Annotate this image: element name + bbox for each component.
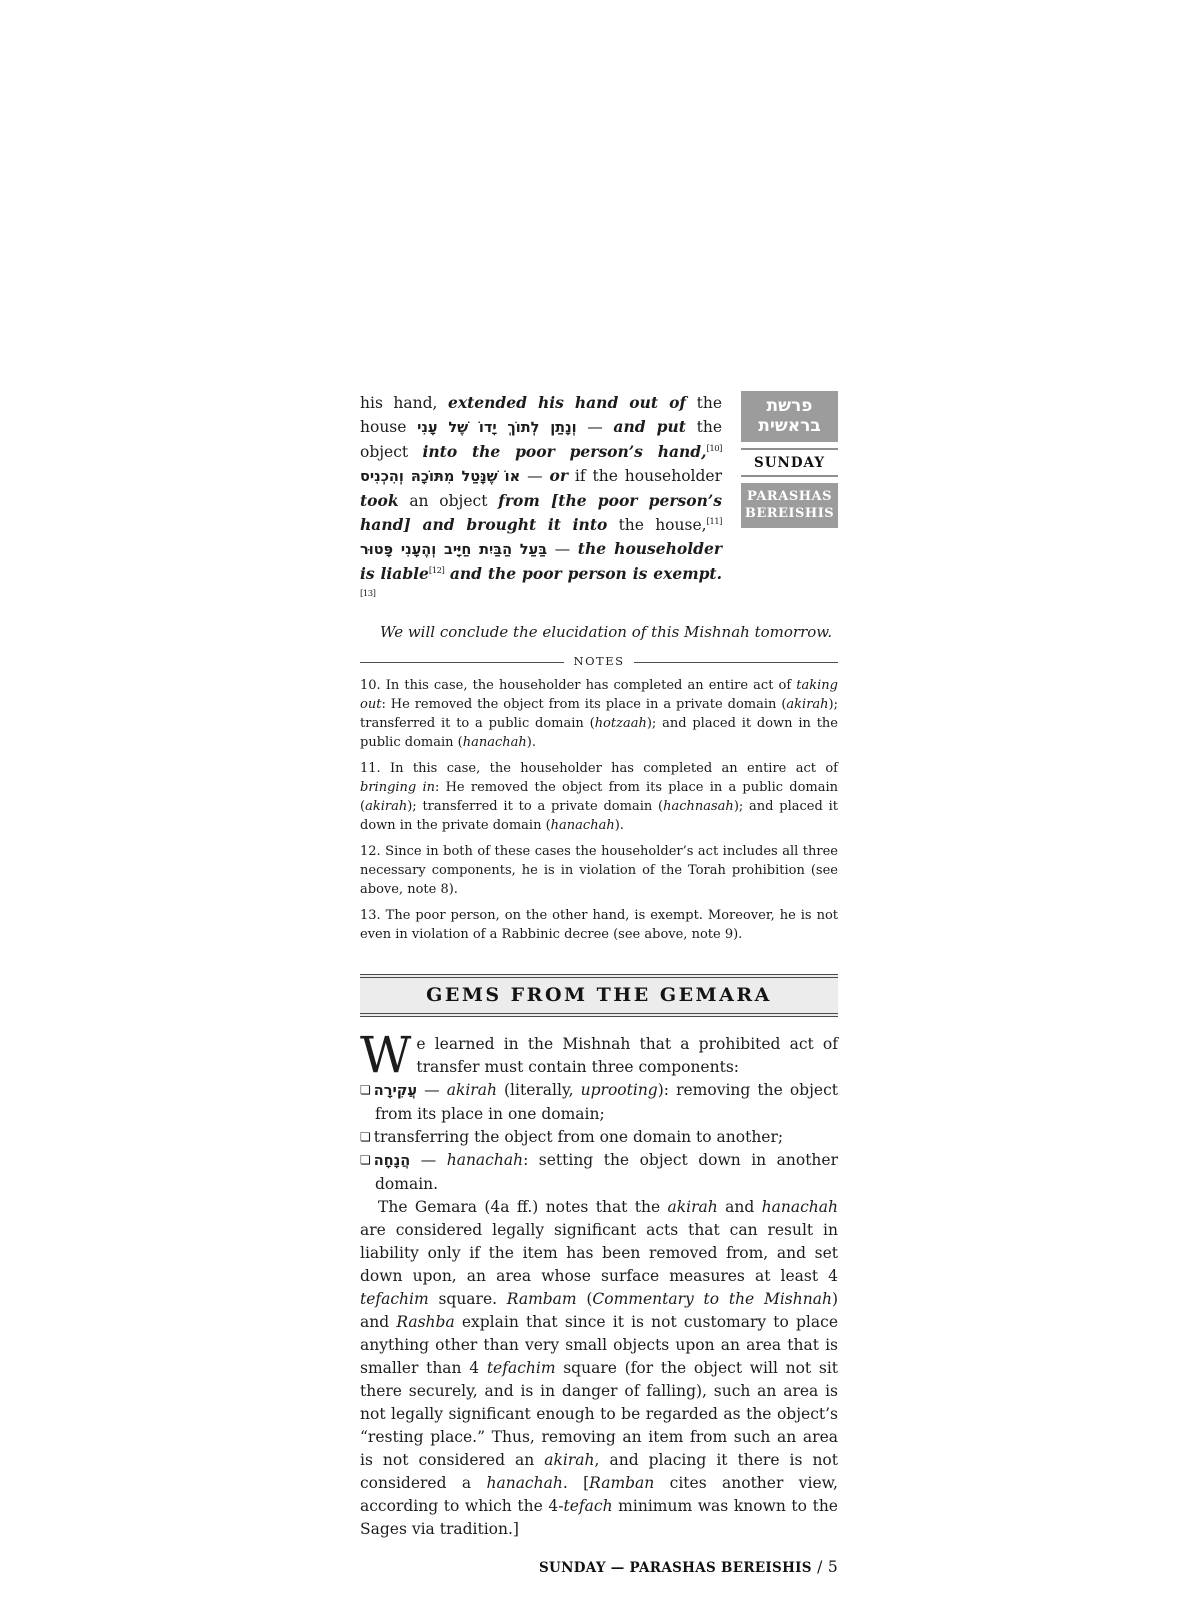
day-marker-sidebar xyxy=(741,391,838,609)
mishnah-elucidation-section xyxy=(360,391,838,609)
mishnah-paragraph: his hand, extended his hand out of the house וְנָתַן לְתוֹךְ יָדוֹ שֶׁל עָנִי — and put the object into the poor person’s hand,[10] אוֹ שֶׁנָּטַל מִתּוֹכָהּ וְהִכְנִיס — or if the householder took an object from [the poor person’s hand] and brought it into the house,[11] בַּעַל הַבַּיִת חַיָּיב וְהֶעָנִי פָּטוּר — the householder is liable[12] and the poor person is exempt.[13] xyxy=(360,393,723,599)
square-bullet-icon: ❏ xyxy=(360,1153,371,1167)
notes-heading: NOTES xyxy=(573,654,625,668)
bullet-item-transfer xyxy=(360,1126,838,1149)
footnotes xyxy=(360,676,838,944)
gems-intro-paragraph xyxy=(360,1026,838,1084)
gems-section-header xyxy=(360,974,838,1017)
bullet-text: transferring the object from one domain to another; xyxy=(373,1128,784,1146)
bullet-text: הֲנָחָה — hanachah: setting the object down in another domain. xyxy=(373,1151,838,1193)
hebrew-parashah-box: פרשת בראשית xyxy=(741,391,838,442)
notes-rule-left xyxy=(360,662,564,663)
page-content xyxy=(360,391,838,1576)
footer-slash: / xyxy=(817,1558,823,1576)
footer-label: SUNDAY — PARASHAS BEREISHIS xyxy=(538,1560,812,1576)
page-footer xyxy=(360,1558,838,1576)
page-number: 5 xyxy=(827,1558,838,1576)
square-bullet-icon: ❏ xyxy=(360,1083,371,1097)
parashas-box: PARASHAS BEREISHIS xyxy=(741,483,838,528)
drop-cap: W xyxy=(360,1026,412,1084)
gems-section-title: GEMS FROM THE GEMARA xyxy=(426,984,772,1006)
square-bullet-icon: ❏ xyxy=(360,1130,371,1144)
bullet-text: עֲקִירָה — akirah (literally, uprooting): removing the object from its place in one domain; xyxy=(373,1081,838,1123)
bullet-item-akirah xyxy=(360,1079,838,1126)
footnote-12: 12. Since in both of these cases the householder’s act includes all three necessary components, he is in violation of the Torah prohibition (see above, note 8). xyxy=(360,844,838,897)
footnote-10: 10. In this case, the householder has completed an entire act of taking out: He removed the object from its place in a private domain (akirah); transferred it to a public domain (hotzaah); and placed it down in the public domain (hanachah). xyxy=(360,678,838,750)
bullet-item-hanachah xyxy=(360,1149,838,1196)
gems-body-paragraph: The Gemara (4a ff.) notes that the akirah and hanachah are considered legally significant acts that can result in liability only if the item has been removed from, and set down upon, an area whose surface measures at least 4 tefachim square. Rambam (Commentary to the Mishnah) and Rashba explain that since it is not customary to place anything other than very small objects upon an area that is smaller than 4 tefachim square (for the object will not sit there securely, and is in danger of falling), such an area is not legally significant enough to be regarded as the object’s “resting place.” Thus, removing an item from such an area is not considered an akirah, and placing it there is not considered a hanachah. [Ramban cites another view, according to which the 4-tefach minimum was known to the Sages via tradition.] xyxy=(360,1198,839,1538)
footnote-13: 13. The poor person, on the other hand, is exempt. Moreover, he is not even in violation of a Rabbinic decree (see above, note 9). xyxy=(360,908,838,942)
conclusion-note: We will conclude the elucidation of this Mishnah tomorrow. xyxy=(380,623,833,641)
sidebar-divider-bottom xyxy=(741,475,838,477)
notes-rule-right xyxy=(634,662,838,663)
footnote-11: 11. In this case, the householder has completed an entire act of bringing in: He removed the object from its place in a public domain (akirah); transferred it to a private domain (hachnasah); and placed it down in the private domain (hanachah). xyxy=(360,761,839,833)
notes-divider xyxy=(360,655,838,669)
gems-intro-text: e learned in the Mishnah that a prohibited act of transfer must contain three components: xyxy=(416,1035,838,1076)
day-label: SUNDAY xyxy=(753,455,825,471)
